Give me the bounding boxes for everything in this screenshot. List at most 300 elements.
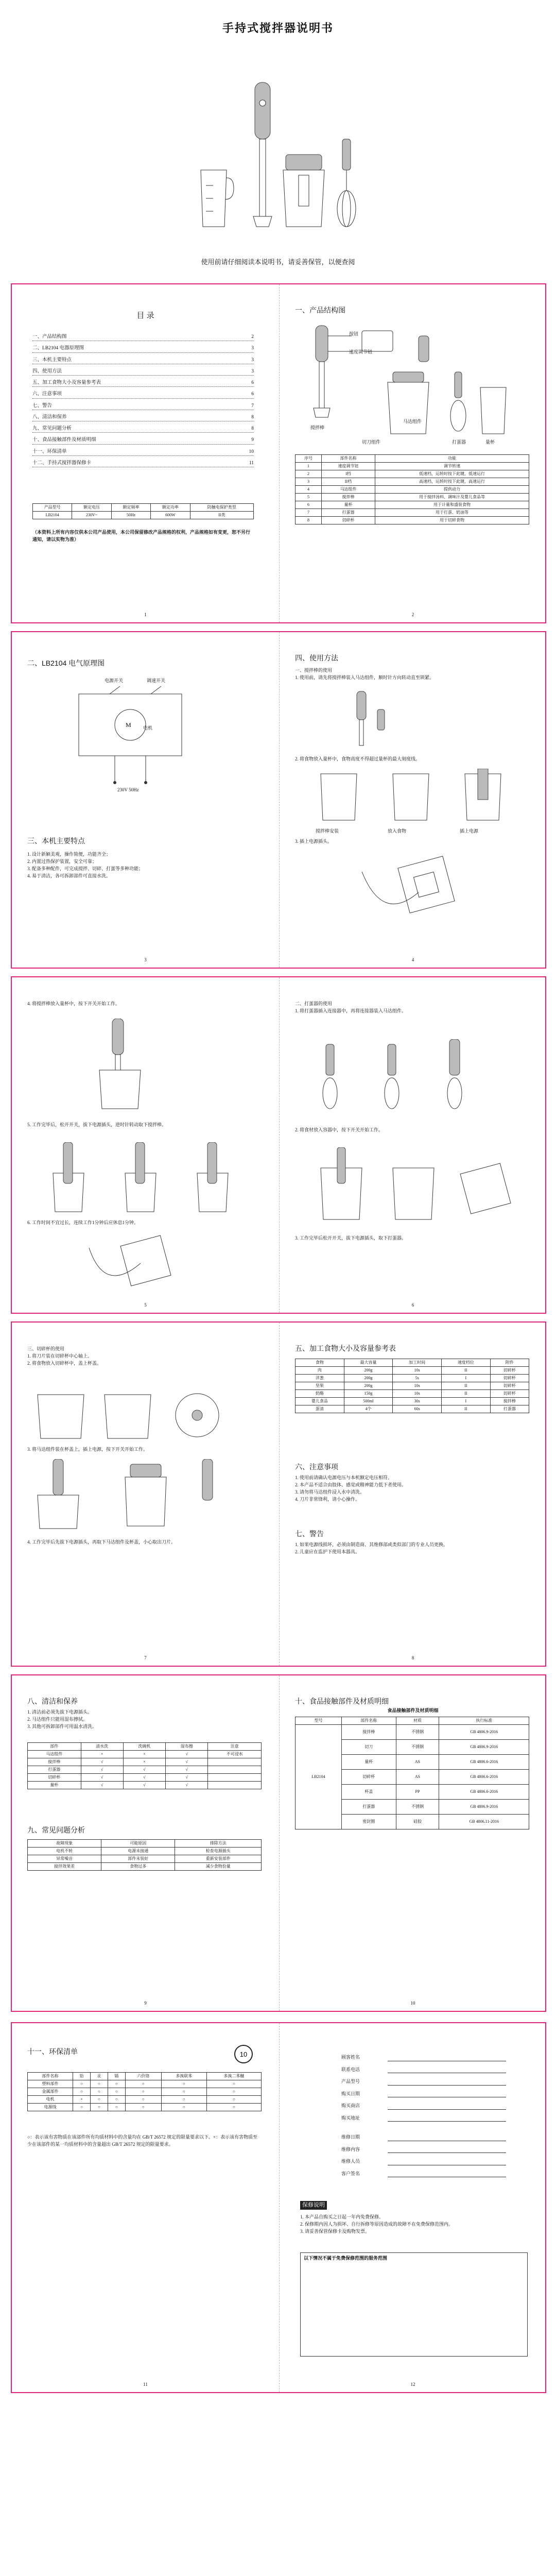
page-number: 3 [144,957,147,962]
cleaning-step: 2. 马达组件只能用湿布擦拭。 [27,1716,88,1722]
spec-table [32,503,254,519]
table-row [296,509,529,517]
parts-cell: 切碎杯 [321,517,375,524]
capacity-cell: 奶酪 [296,1390,344,1398]
parts-header: 序号 [296,455,322,463]
toc-item [32,368,254,376]
cleaning-title: 八、清洁和保养 [27,1697,78,1705]
spec-header: 防触电保护类型 [190,504,253,512]
materials-cell: 不锈钢 [396,1725,439,1740]
materials-cell: GB 4806.9-2016 [439,1740,529,1755]
materials-header: 部件名称 [341,1717,396,1725]
capacity-page [280,1323,546,1666]
capacity-cell: 200g [344,1367,393,1375]
env-header: 多溴二苯醚 [206,2073,261,2080]
cleaning-cell: × [123,1751,165,1758]
toc-item-page: 3 [251,357,254,363]
circuit-label-power: 电源开关 [105,678,124,683]
warranty-field [341,2115,506,2122]
parts-cell: 7 [296,509,322,517]
warranty-field-line [388,2091,506,2098]
notice-item: 2. 本产品不适合由肢体、感觉或精神能力低下者使用。 [295,1482,407,1487]
notice-item: 3. 请勿将马达组件浸入水中清洗。 [295,1489,365,1495]
capacity-cell: I [442,1375,491,1382]
capacity-cell: 打蛋器 [490,1405,529,1413]
trouble-cell: 电机不转 [28,1848,101,1855]
whisk-step: 3. 工作完毕后松开开关，拔下电源插头，取下打蛋器。 [295,1235,407,1241]
spread-1 [11,283,546,623]
cleaning-cell: √ [81,1766,123,1774]
cleaning-cell: √ [81,1774,123,1782]
warranty-banner [300,2201,327,2210]
materials-cell: 搅拌棒 [341,1725,396,1740]
table-row [296,478,529,486]
toc-notice: （本资料上所有内容仅供本公司产品使用，本公司保留修改产品规格的权利，产品规格如有变更，恕不另行通知，请以实物为准） [32,530,251,542]
capacity-cell: 500ml [344,1398,393,1405]
materials-cell: 切碎杯 [341,1770,396,1785]
materials-cell: GB 4806.9-2016 [439,1725,529,1740]
cleaning-header: 注意 [208,1743,262,1751]
whisk-title: 二、打蛋器的使用 [295,1001,333,1006]
env-cell: ○ [108,2096,125,2104]
env-cell: ○ [206,2088,261,2096]
circuit-label-motor: 电机 [143,725,153,731]
toc-item-page: 7 [251,403,254,409]
warranty-field [341,2171,506,2178]
usage-caption: 放入食物 [388,828,407,834]
manual-title: 手持式搅拌器说明书 [222,22,334,35]
env-cell: ○ [90,2096,108,2104]
env-cell: ○ [125,2096,161,2104]
env-header: 汞 [90,2073,108,2080]
chopper-step: 2. 将食物放入切碎杯中，盖上杯盖。 [27,1360,102,1366]
toc-item-label: 五、加工食物大小及容量参考表 [32,380,101,385]
warranty-box-title: 以下情况不属于免费保修范围的服务范围 [304,2256,388,2261]
parts-cell: 高速档，运转时按下此键，高速运行 [375,478,529,486]
circuit-page [12,632,280,968]
toc-item-label: 十二、手持式搅拌器保修卡 [32,460,92,466]
feature-item: 1. 设计新颖美观，操作简便，功能齐全； [27,852,111,857]
env-cell: 电源线 [28,2104,73,2111]
warranty-field-label: 联系电话 [341,2066,360,2072]
cleaning-cell: × [123,1758,165,1766]
warranty-field-line [388,2103,506,2110]
trouble-cell: 食物过多 [101,1863,175,1871]
notice-title: 六、注意事项 [295,1463,338,1471]
capacity-cell: 婴儿食品 [296,1398,344,1405]
chopper-page [12,1323,280,1666]
capacity-cell: 30s [393,1398,442,1405]
plug-socket-illustration [357,851,460,923]
env-footnote: ○：表示该有害物质在该部件所有均质材料中的含量均在 GB/T 26572 规定的限量要求以下。×：表示该有害物质至少在该部件的某一均质材料中的含量超出 GB/T 26572 规定的限量要求。 [27,2134,258,2147]
toc-item-label: 九、常见问题分析 [32,426,72,431]
env-table [27,2072,262,2111]
cleaning-header: 湿布擦 [166,1743,208,1751]
spread-5 [11,1674,546,2012]
warranty-fields [341,2054,506,2127]
cleaning-cell: 打蛋器 [28,1766,81,1774]
cleaning-cell: √ [123,1782,165,1789]
parts-cell: 3 [296,478,322,486]
toc-item-page: 6 [251,392,254,397]
table-row [296,486,529,494]
toc-item [32,402,254,410]
env-title: 十一、环保清单 [27,2047,78,2056]
capacity-cell: II [442,1382,491,1390]
label-blade: 切刀组件 [362,439,381,445]
trouble-header: 排除方法 [175,1840,262,1848]
warranty-field [341,2158,506,2165]
circuit-label-speed: 调速开关 [147,678,166,683]
capacity-cell: 4个 [344,1405,393,1413]
toc-item-label: 八、清洁和保养 [32,414,67,420]
materials-cell: 密封圈 [341,1815,396,1829]
page-number: 8 [411,1655,414,1660]
warranty-field [341,2054,506,2061]
capacity-cell: 切碎杯 [490,1382,529,1390]
capacity-cell: 150g [344,1390,393,1398]
usage-caption: 插上电源 [460,828,479,834]
env-header: 多溴联苯 [161,2073,206,2080]
env-cell: ○ [73,2088,91,2096]
toc-item [32,414,254,421]
table-row [28,1863,262,1871]
page-number: 1 [144,612,147,617]
cleaning-step: 1. 清洁前必须先拔下电源插头。 [27,1709,93,1715]
toc-item [32,345,254,352]
chopper-step: 1. 将刀片装在切碎杯中心轴上。 [27,1353,93,1359]
features-list [27,851,259,880]
usage-step: 6. 工作时间不宜过长，连续工作1分钟后应休息1分钟。 [27,1220,139,1225]
warranty-field-label: 购买日期 [341,2091,360,2096]
chopper-step: 3. 将马达组件装在杯盖上，插上电源，按下开关开始工作。 [27,1447,148,1452]
capacity-cell: II [442,1405,491,1413]
materials-cell: GB 4806.6-2016 [439,1755,529,1770]
page-number: 10 [410,2000,415,2006]
capacity-title: 五、加工食物大小及容量参考表 [295,1344,396,1352]
feature-item: 3. 配备多种配件，可完成搅拌、切碎、打蛋等多种功能； [27,866,144,871]
spec-header: 产品型号 [33,504,72,512]
trouble-cell: 异常噪音 [28,1855,101,1863]
warranty-field [341,2091,506,2098]
capacity-cell: 切碎杯 [490,1390,529,1398]
toc-item-page: 9 [251,437,254,443]
toc-item-label: 四、使用方法 [32,368,62,374]
cleaning-cell [208,1766,262,1774]
parts-cell: 2 [296,470,322,478]
parts-cell: 搅拌棒 [321,494,375,501]
env-cell: ○ [90,2080,108,2088]
cover [0,0,556,278]
usage-step: 4. 将搅拌棒放入量杯中，按下开关开始工作。 [27,1001,120,1006]
env-cell: ○ [206,2104,261,2111]
env-cell: ○ [108,2088,125,2096]
table-row [296,1390,529,1398]
capacity-header: 食物 [296,1359,344,1367]
warranty-field-line [388,2158,506,2165]
warranty-terms [300,2214,527,2235]
cleaning-cell: √ [123,1774,165,1782]
spread-6 [11,2022,546,2393]
structure-page [280,284,546,622]
materials-header: 执行标准 [439,1717,529,1725]
warranty-field [341,2134,506,2141]
trouble-table [27,1839,262,1871]
warranty-field-line [388,2115,506,2122]
toc-item [32,379,254,387]
table-row [28,1848,262,1855]
env-cell: ○ [90,2088,108,2096]
chopper-step: 4. 工作完毕后先拔下电源插头，再取下马达组件及杯盖，小心取出刀片。 [27,1539,176,1545]
toc-item-page: 10 [249,449,254,454]
table-row [296,1405,529,1413]
warranty-field-line [388,2146,506,2154]
env-cell: 塑料部件 [28,2080,73,2088]
unplug-illustration [84,1232,177,1294]
warranty-field-line [388,2171,506,2178]
warranty-exclusion-box [300,2252,528,2357]
capacity-cell: I [442,1398,491,1405]
capacity-cell: 搅拌棒 [490,1398,529,1405]
parts-cell: 量杯 [321,501,375,509]
env-cell: ○ [125,2088,161,2096]
warranty-page [280,2023,546,2392]
materials-cell: GB 4806.6-2016 [439,1785,529,1800]
cleaning-cell: 切碎杯 [28,1774,81,1782]
chopper-title: 三、切碎杯的使用 [27,1346,65,1351]
table-row [296,501,529,509]
toc-item-label: 十、食品接触部件及材质明细 [32,437,96,443]
env-header: 镉 [108,2073,125,2080]
table-row [28,1855,262,1863]
spec-header: 额定频率 [111,504,150,512]
features-title: 三、本机主要特点 [27,837,85,845]
warranty-field-label: 购买地址 [341,2115,360,2121]
cleaning-cell: √ [166,1758,208,1766]
usage-illustration-2 [310,769,516,825]
toc-item [32,391,254,398]
materials-title: 十、食品接触部件及材质明细 [295,1697,389,1705]
table-row [296,494,529,501]
capacity-cell: 10s [393,1382,442,1390]
cleaning-cell: 量杯 [28,1782,81,1789]
toc-item-label: 七、警告 [32,403,53,409]
cleaning-cell: 马达组件 [28,1751,81,1758]
spread-2 [11,631,546,969]
warranty-field-label: 客户签名 [341,2171,360,2176]
parts-cell: 8 [296,517,322,524]
toc-page [12,284,280,622]
parts-cell: 提供动力 [375,486,529,494]
capacity-cell: 10s [393,1390,442,1398]
trouble-cell: 重新安装部件 [175,1855,262,1863]
toc-item [32,357,254,364]
capacity-cell: 切碎杯 [490,1375,529,1382]
notice-item: 4. 刀片非常锋利，请小心操作。 [295,1496,360,1502]
whisk-step: 2. 将食材放入容器中，按下开关开始工作。 [295,1127,384,1132]
whisk-step: 1. 将打蛋器插入连接器中，再将连接器装入马达组件。 [295,1008,407,1013]
env-cell: ○ [73,2080,91,2088]
usage-step: 1. 使用前，请先将搅拌棒装入马达组件，顺时针方向转动直至锁紧。 [295,674,435,680]
page-number: 6 [411,1302,414,1308]
warranty-term: 2. 保修期内因人为损坏、自行拆修等原因造成的故障不在免费保修范围内。 [300,2221,454,2227]
materials-cell: 硅胶 [396,1815,439,1829]
cleaning-steps [27,1709,259,1731]
cleaning-cell: √ [166,1766,208,1774]
warranty-banner-label: 保修说明 [300,2201,327,2210]
page-number: 5 [144,1302,147,1308]
parts-cell: 4 [296,486,322,494]
table-row [296,1725,529,1740]
parts-table [295,454,529,524]
env-cell: ○ [125,2080,161,2088]
capacity-header: 附件 [490,1359,529,1367]
warranty-field-label: 产品型号 [341,2079,360,2084]
toc-item-page: 3 [251,346,254,351]
capacity-header: 加工时间 [393,1359,442,1367]
page-number: 11 [143,2381,148,2387]
table-row [28,2104,262,2111]
parts-cell: 速度调节钮 [321,463,375,470]
usage-step: 3. 插上电源插头。 [295,839,333,844]
page-number: 9 [144,2000,147,2006]
usage-page [280,632,546,968]
env-cell: ○ [161,2088,206,2096]
usage-title: 四、使用方法 [295,654,338,662]
materials-model-cell: LB2104 [296,1725,342,1829]
capacity-cell: II [442,1367,491,1375]
capacity-header: 最大容量 [344,1359,393,1367]
notice-list [295,1475,527,1503]
toc-item-page: 8 [251,426,254,431]
warranty-field-label: 维修内容 [341,2146,360,2152]
toc-title: 目 录 [136,311,154,320]
table-row [296,1367,529,1375]
toc-item-page: 3 [251,368,254,374]
cleaning-cell: √ [166,1774,208,1782]
usage-steps [295,667,527,682]
toc-item-page: 2 [251,334,254,340]
capacity-cell: 10s [393,1367,442,1375]
env-cell: ○ [90,2104,108,2111]
cleaning-header: 清水洗 [81,1743,123,1751]
parts-cell: 5 [296,494,322,501]
warranty-field-line [388,2134,506,2141]
trouble-cell: 检查电源插头 [175,1848,262,1855]
env-cell: × [73,2096,91,2104]
parts-header: 功能 [375,455,529,463]
env-cell: ○ [73,2104,91,2111]
product-lineup-illustration [196,77,371,232]
capacity-cell: 肉 [296,1367,344,1375]
cleaning-cell: √ [166,1782,208,1789]
cleaning-cell: √ [81,1758,123,1766]
table-row [296,517,529,524]
chopper-illustration-1 [32,1379,259,1441]
trouble-title: 九、常见问题分析 [27,1826,85,1834]
page-number: 7 [144,1655,147,1660]
table-row [28,1758,262,1766]
materials-cell: GB 4806.9-2016 [439,1800,529,1815]
parts-cell: I档 [321,470,375,478]
usage-caption: 搅拌棒安装 [316,828,339,834]
table-row [28,1751,262,1758]
warranty-field [341,2146,506,2154]
capacity-cell: 蛋清 [296,1405,344,1413]
chopper-steps [27,1346,259,1367]
table-row [296,463,529,470]
materials-cell: 打蛋器 [341,1800,396,1815]
parts-cell: 用于切碎食物 [375,517,529,524]
cleaning-step: 3. 其他可拆卸部件可用温水清洗。 [27,1723,97,1729]
materials-cell: GB 4806.11-2016 [439,1815,529,1829]
capacity-cell: 5s [393,1375,442,1382]
page-number: 2 [411,612,414,617]
usage-page-2 [12,977,280,1313]
cleaning-cell: × [81,1751,123,1758]
label-motor: 马达组件 [403,419,422,424]
whisk-bowl-illustration [310,1147,516,1225]
warranty-field-label: 维修人员 [341,2159,360,2164]
env-header: 部件名称 [28,2073,73,2080]
page-number: 12 [410,2381,415,2387]
materials-cell: 切刀 [341,1740,396,1755]
spec-header: 额定功率 [151,504,190,512]
warning-item: 2. 儿童应在监护下使用本器具。 [295,1549,360,1554]
spread-3 [11,976,546,1314]
trouble-header: 故障现象 [28,1840,101,1848]
parts-cell: 马达组件 [321,486,375,494]
table-row [28,2080,262,2088]
trouble-cell: 部件未装好 [101,1855,175,1863]
table-row [296,1375,529,1382]
table-row [28,2088,262,2096]
circuit-diagram [58,673,213,792]
env-cell: ○ [108,2104,125,2111]
circuit-label-voltage: 230V 50Hz [117,787,139,792]
toc-item [32,333,254,341]
warranty-field-label: 维修日期 [341,2134,360,2140]
parts-cell: 用于搅拌汤料、调味汁及婴儿食品等 [375,494,529,501]
cleaning-cell [208,1758,262,1766]
feature-item: 4. 易于清洁，各可拆卸部件可直接水洗。 [27,873,111,878]
blender-in-cup-illustration [89,1019,151,1111]
label-whisk: 打蛋器 [452,439,466,445]
feature-item: 2. 内置过热保护装置，安全可靠； [27,858,97,864]
env-cell: ○ [161,2096,206,2104]
warranty-term: 3. 请妥善保管保修卡及购物发票。 [300,2228,370,2234]
materials-cell: 不锈钢 [396,1740,439,1755]
parts-cell: 调节转速 [375,463,529,470]
capacity-header: 速度档位 [442,1359,491,1367]
usage-step: 2. 将食物放入量杯中，食物高度不得超过量杯的最大刻度线。 [295,756,421,761]
table-row [28,2096,262,2104]
cover-note: 使用前请仔细阅读本说明书，请妥善保管，以便查阅 [201,258,355,266]
cleaning-cell: 搅拌棒 [28,1758,81,1766]
toc-item-label: 三、本机主要特点 [32,357,72,363]
cleaning-header: 洗碗机 [123,1743,165,1751]
label-button: 按钮 [349,331,359,336]
warranty-field [341,2078,506,2086]
env-cell: 金属部件 [28,2088,73,2096]
page-number: 4 [411,957,414,962]
usage-sequence-illustration [48,1142,244,1214]
capacity-cell: 洋葱 [296,1375,344,1382]
parts-cell: 1 [296,463,322,470]
warranty-field-line [388,2054,506,2061]
warranty-field [341,2103,506,2110]
spec-cell: 230V~ [72,512,111,519]
